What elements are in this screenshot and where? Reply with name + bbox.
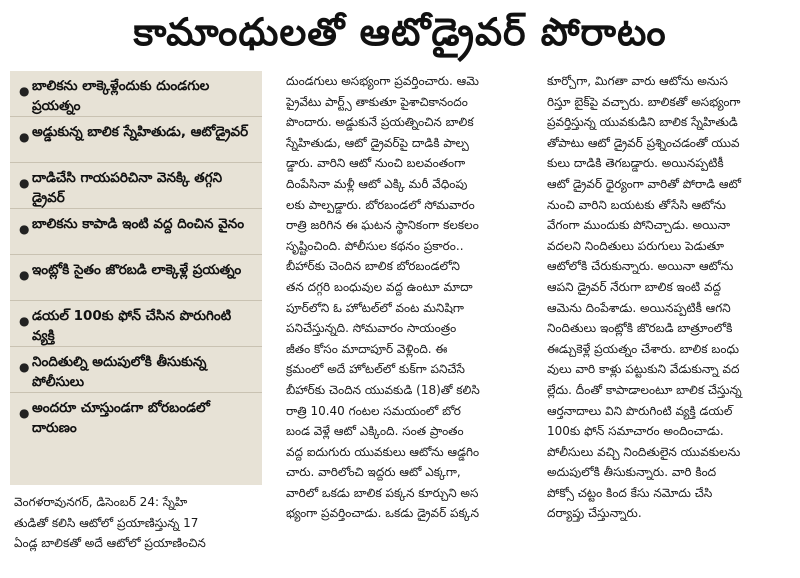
article-line: బండ వెళ్లే ఆటో ఎక్కింది. సంత ప్రాంతం — [286, 424, 464, 439]
bullet-icon: ● — [19, 84, 30, 98]
article-line: చారు. వారిలోంచి ఇద్దరు ఆటో ఎక్కగా, — [286, 465, 461, 480]
article-line: వద్ద ఐదుగురు యువకులు ఆటోను ఆడ్డగిం — [286, 444, 480, 459]
article-line: వదలని నిందితులు పరుగులు పెడుతూ — [547, 238, 725, 253]
article-line: ఆటో డ్రైవర్ ధైర్యంగా వారితో పోరాడి ఆటో — [547, 176, 741, 191]
highlight-item: ● అడ్డుకున్న బాలిక స్నేహితుడు, ఆటోడ్రైవర్ — [10, 117, 262, 163]
article-line: దుండగులు అసభ్యంగా ప్రవర్తించారు. ఆమె — [286, 74, 479, 88]
article-line: ఈడ్చుకెళ్లే ప్రయత్నం చేశారు. బాలిక బంధు — [547, 341, 740, 356]
highlights-box — [10, 71, 262, 485]
article-line: భ్యంగా ప్రవర్తించాడు. ఒకడు డ్రైవర్ పక్కన — [286, 506, 480, 521]
highlight-item: ● బాలికను లాక్కెళ్లేందుకు దుండగుల ప్రయత్నం — [10, 71, 262, 117]
bullet-icon: ● — [19, 406, 30, 420]
article-line: పనిచేస్తున్నది. సోమవారం సాయంత్రం — [286, 321, 457, 336]
article-line: కులు దాడికి తెగబడ్డారు. అయినప్పటికీ — [547, 156, 724, 171]
article-line: పొందారు. అడ్డుకునే ప్రయత్నించిన బాలిక — [286, 115, 474, 130]
article-line: వేగంగా ముందుకు పోనిచ్చాడు. అయినా — [547, 218, 731, 233]
article-line: ల్లేదు. దీంతో కాపాడాలంటూ బాలిక చేస్తున్న — [547, 382, 742, 397]
article-line: పోక్సో చట్టం కింద కేసు నమోదు చేసి — [547, 485, 713, 500]
highlight-item: ● నిందితుల్ని అదుపులోకి తీసుకున్న పోలీసులు — [10, 347, 262, 393]
article-line: దింపేసినా మళ్లీ ఆటో ఎక్కి మరీ వేధింపు — [286, 176, 468, 191]
article-line: ఆటోలోకి చేరుకున్నారు. అయినా ఆటోను — [547, 259, 734, 274]
article-line: పూర్‌లోని ఓ హోటల్‌లో వంట మనిషిగా — [286, 300, 464, 315]
article-line: ఆపని డ్రైవర్ నేరుగా బాలిక ఇంటి వద్ద — [547, 279, 721, 294]
article-line: వెంగళరావునగర్, డిసెంబర్ 24: స్నేహి — [14, 495, 188, 509]
bullet-icon: ● — [19, 268, 30, 282]
article-line: రాత్రి 10.40 గంటల సమయంలో బోర — [286, 403, 461, 418]
bullet-icon: ● — [19, 176, 30, 190]
article-line: తుడితో కలిసి ఆటోలో ప్రయాణిస్తున్న 17 — [14, 515, 199, 530]
bullet-icon: ● — [19, 130, 30, 144]
article-line: పోలీసులు వచ్చి నిందితులైన యువకులను — [547, 444, 741, 459]
article-line: బీహార్‌కు చెందిన బాలిక బోరబండలోని — [286, 259, 460, 274]
highlight-item: ● బాలికను కాపాడి ఇంటి వద్ద దించిన వైనం — [10, 209, 262, 255]
article-line: 100కు ఫోన్ సమాచారం అందించాడు. — [547, 424, 724, 439]
article-line: ఏండ్ల బాలికతో అదే ఆటోలో ప్రయాణించిన — [14, 536, 206, 551]
article-column-3 — [547, 71, 795, 524]
article-line: బీహార్‌కు చెందిన యువకుడి (18)తో కలిసి — [286, 382, 480, 397]
article-line: స్నేహితుడు, ఆటో డ్రైవర్‌పై దాడికి పాల్ప — [286, 135, 469, 150]
headline: కామాంధులతో ఆటోడ్రైవర్ పోరాటం — [133, 10, 667, 54]
article-line: రాత్రి జరిగిన ఈ ఘటన స్థానికంగా కలకలం — [286, 218, 479, 233]
highlight-item: ● దాడిచేసి గాయపరిచినా వెనక్కి తగ్గని డ్రైవర్ — [10, 163, 262, 209]
article-line: క్రమంలో అదే హోటల్‌లో కుక్‌గా పనిచేసే — [286, 362, 465, 377]
highlight-item: ● ఇంట్లోకి సైతం జొరబడి లాక్కెళ్లే ప్రయత్నం — [10, 255, 262, 301]
article-line: నిందితులు ఇంట్లోకి జొరబడి బాత్రూంలోకి — [547, 321, 733, 336]
article-line: ఆమెను దింపేశాడు. అయినప్పటికీ ఆగని — [547, 300, 731, 315]
article-line: తన దగ్గరి బంధువుల వద్ద ఉంటూ మాదా — [286, 279, 473, 294]
article-line: దర్యాప్తు చేస్తున్నారు. — [547, 506, 642, 521]
bullet-icon: ● — [19, 314, 30, 328]
bullet-icon: ● — [19, 222, 30, 236]
article-line: ఆర్తనాదాలు విని పొరుగింటి వ్యక్తి డయల్ — [547, 403, 733, 418]
article-line: వులు వారి కాళ్లు పట్టుకుని వేడుకున్నా వద — [547, 362, 740, 377]
article-line: సృష్టించింది. పోలీసుల కథనం ప్రకారం.. — [286, 238, 464, 253]
article-line: జీతం కోసం మాదాపూర్ వెళ్లింది. ఈ — [286, 341, 448, 356]
article-column-1 — [14, 492, 264, 554]
article-line: వారిలో ఒకడు బాలిక పక్కన కూర్చుని అస — [286, 485, 479, 500]
article-line: డ్డారు. వారిని ఆటో నుంచి బలవంతంగా — [286, 156, 466, 171]
highlight-item: ● అందరూ చూస్తుండగా బోరబండలో దారుణం — [19, 400, 210, 436]
article-line: ప్రవర్తిస్తున్న యువకుడిని బాలిక స్నేహితుడి — [547, 115, 738, 130]
article-line: తోపాటు ఆటో డ్రైవర్ ప్రశ్నించడంతో యువ — [547, 135, 740, 150]
article-column-2 — [286, 71, 538, 524]
article-line: ప్రైవేటు పార్ట్స్ తాకుతూ పైశాచికానందం — [286, 94, 468, 109]
article-line: నుంచి వారిని బయటకు తోసేసి ఆటోను — [547, 197, 726, 212]
article-line: రిస్తూ బైక్‌పై వచ్చారు. బాలికతో అసభ్యంగా — [547, 94, 741, 109]
article-line: కూర్చోగా, మిగతా వారు ఆటోను అనుస — [547, 74, 728, 88]
bullet-icon: ● — [19, 360, 30, 374]
article-line: అదుపులోకి తీసుకున్నారు. వారి కింద — [547, 465, 717, 480]
highlight-item: ● డయల్ 100కు ఫోన్ చేసిన పొరుగింటి వ్యక్తి — [10, 301, 262, 347]
article-line: లకు పాల్పడ్డారు. బోరబండలో సోమవారం — [286, 197, 475, 212]
